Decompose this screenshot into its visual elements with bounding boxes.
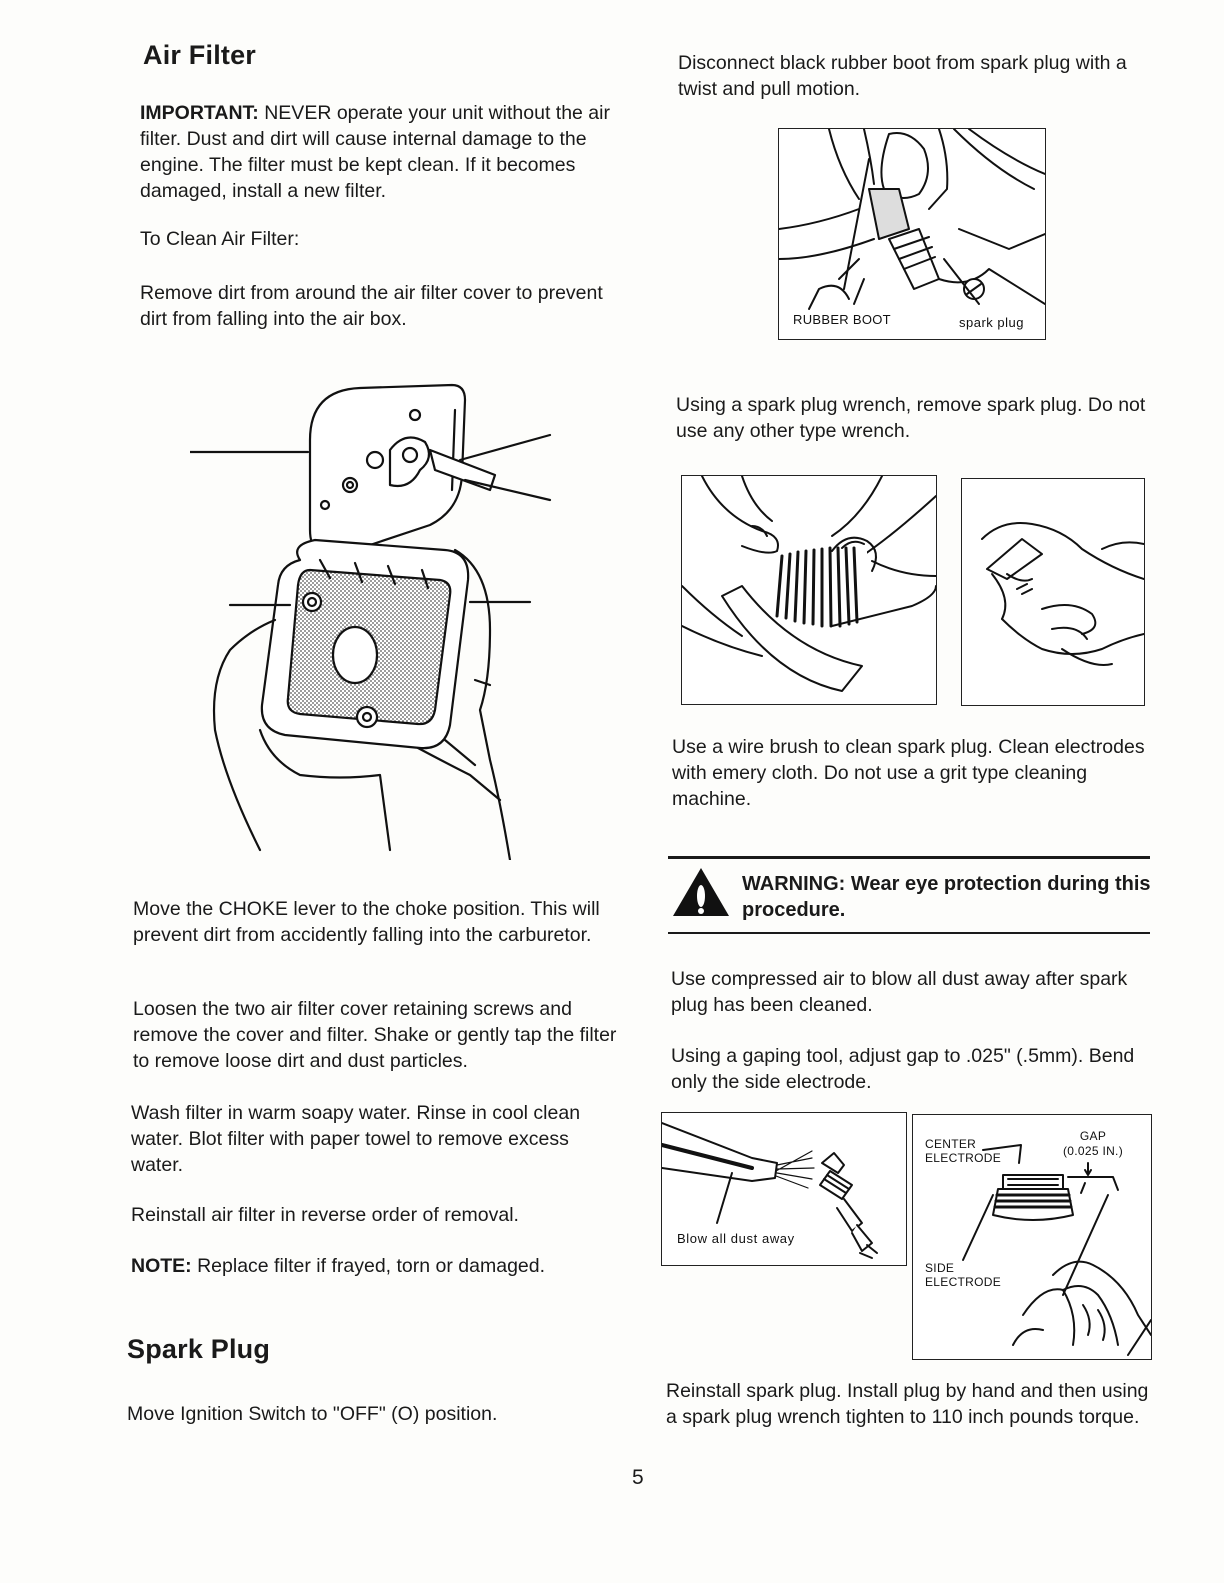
warning-icon xyxy=(671,866,731,918)
spark-plug-label: spark plug xyxy=(959,315,1024,330)
blow-dust-figure xyxy=(661,1112,907,1266)
air-filter-step-choke: Move the CHOKE lever to the choke position. This will prevent dirt from accidently falling into the carburetor. xyxy=(133,898,600,946)
center-label-line2: ELECTRODE xyxy=(925,1151,1002,1165)
hand-holding-air-filter-icon xyxy=(190,380,560,860)
emery-cloth-hand-icon xyxy=(962,479,1144,705)
air-filter-illustration xyxy=(190,380,560,860)
spark-plug-step-disconnect-boot: Disconnect black rubber boot from spark plug with a twist and pull motion. xyxy=(678,52,1127,100)
important-label: IMPORTANT: xyxy=(140,102,259,124)
wire-brush-figure xyxy=(681,475,937,705)
warning-text: WARNING: Wear eye protection during this procedure. xyxy=(742,873,1151,921)
gap-label-line1: GAP xyxy=(1079,1129,1107,1143)
rubber-boot-label: RUBBER BOOT xyxy=(793,312,891,327)
center-label-line1: CENTER xyxy=(925,1137,977,1151)
side-label-line2: ELECTRODE xyxy=(925,1275,1002,1289)
spark-plug-step-compressed-air: Use compressed air to blow all dust away after spark plug has been cleaned. xyxy=(671,968,1128,1016)
rubber-boot-spark-plug-icon xyxy=(779,129,1045,339)
wire-brush-icon xyxy=(682,476,936,704)
air-filter-note xyxy=(131,1253,621,1279)
important-text: NEVER operate your unit without the air filter. Dust and dirt will cause internal damage to the engine. The filter must be kept clean. If it becomes damaged, install a new filter. xyxy=(140,102,610,202)
gap-label xyxy=(1063,1129,1123,1159)
gap-electrode-figure xyxy=(912,1114,1152,1360)
emery-cloth-figure xyxy=(961,478,1145,706)
side-electrode-label xyxy=(925,1261,1001,1289)
side-label-line1: SIDE xyxy=(925,1261,955,1275)
air-filter-step-wash: Wash filter in warm soapy water. Rinse in cool clean water. Blot filter with paper towel to remove excess water. xyxy=(131,1102,581,1176)
warning-top-rule xyxy=(668,856,1150,859)
warning-bottom-rule xyxy=(668,932,1150,934)
rubber-boot-figure xyxy=(778,128,1046,340)
blow-dust-label: Blow all dust away xyxy=(677,1231,795,1246)
spark-plug-step-wire-brush: Use a wire brush to clean spark plug. Clean electrodes with emery cloth. Do not use a grit type cleaning machine. xyxy=(672,736,1145,810)
spark-plug-title: Spark Plug xyxy=(127,1334,271,1364)
clean-air-filter-subheading: To Clean Air Filter: xyxy=(140,228,300,250)
center-electrode-label xyxy=(925,1137,1001,1165)
spark-plug-step-remove-wrench: Using a spark plug wrench, remove spark plug. Do not use any other type wrench. xyxy=(676,394,1146,442)
air-filter-step-reinstall: Reinstall air filter in reverse order of removal. xyxy=(131,1204,519,1226)
gap-label-line2: (0.025 IN.) xyxy=(1063,1144,1123,1158)
page-number: 5 xyxy=(632,1466,644,1489)
important-paragraph xyxy=(140,100,630,204)
air-filter-title: Air Filter xyxy=(143,40,257,70)
note-label: NOTE: xyxy=(131,1255,192,1277)
note-text: Replace filter if frayed, torn or damaged. xyxy=(197,1255,546,1277)
spark-plug-step-reinstall: Reinstall spark plug. Install plug by hand and then using a spark plug wrench tighten to 110 inch pounds torque. xyxy=(666,1380,1149,1428)
air-filter-step-remove-dirt: Remove dirt from around the air filter cover to prevent dirt from falling into the air box. xyxy=(140,282,603,330)
spark-plug-step-ignition-off: Move Ignition Switch to "OFF" (O) position. xyxy=(127,1403,498,1425)
air-filter-step-loosen-screws: Loosen the two air filter cover retaining screws and remove the cover and filter. Shake or gently tap the filter to remove loose dirt and dust particles. xyxy=(133,998,617,1072)
spark-plug-step-gap: Using a gaping tool, adjust gap to .025" (.5mm). Bend only the side electrode. xyxy=(671,1045,1135,1093)
